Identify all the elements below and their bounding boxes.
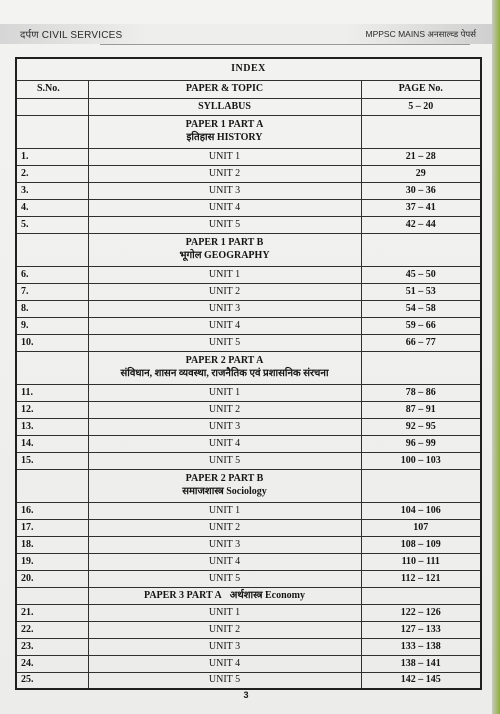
table-row [16, 519, 481, 536]
section-row [16, 587, 481, 604]
section-paper-label: PAPER 2 PART A [185, 355, 264, 366]
row-topic: UNIT 4 [88, 655, 361, 672]
table-row [16, 199, 481, 216]
row-sno: 9. [16, 317, 88, 334]
row-topic: UNIT 1 [88, 148, 361, 165]
section-subject-label: अर्थशास्त्र Economy [229, 589, 306, 601]
section-heading [88, 115, 361, 148]
row-sno: 12. [16, 401, 88, 418]
table-row [16, 570, 481, 587]
row-sno: 18. [16, 536, 88, 553]
section-paper-label: PAPER 2 PART B [185, 473, 264, 484]
section-paper-label: PAPER 3 PART A [143, 589, 222, 601]
syllabus-pages: 5 – 20 [361, 98, 481, 115]
row-pages: 92 – 95 [361, 418, 481, 435]
section-paper-label: PAPER 1 PART A [185, 119, 264, 130]
section-row [16, 233, 481, 266]
running-header [0, 24, 492, 46]
section-sno [16, 587, 88, 604]
table-row [16, 266, 481, 283]
table-row [16, 672, 481, 689]
row-topic: UNIT 5 [88, 672, 361, 689]
syllabus-sno [16, 98, 88, 115]
table-row [16, 655, 481, 672]
row-topic: UNIT 2 [88, 165, 361, 182]
row-pages: 96 – 99 [361, 435, 481, 452]
row-pages: 112 – 121 [361, 570, 481, 587]
row-topic: UNIT 2 [88, 621, 361, 638]
row-sno: 11. [16, 384, 88, 401]
section-sno [16, 469, 88, 502]
row-sno: 4. [16, 199, 88, 216]
row-pages: 59 – 66 [361, 317, 481, 334]
row-sno: 19. [16, 553, 88, 570]
row-sno: 8. [16, 300, 88, 317]
row-sno: 24. [16, 655, 88, 672]
table-row [16, 435, 481, 452]
syllabus-label: SYLLABUS [88, 98, 361, 115]
section-row [16, 351, 481, 384]
section-pages [361, 115, 481, 148]
header-rule [100, 44, 470, 45]
row-topic: UNIT 4 [88, 199, 361, 216]
row-sno: 3. [16, 182, 88, 199]
section-sno [16, 351, 88, 384]
row-sno: 6. [16, 266, 88, 283]
section-pages [361, 233, 481, 266]
row-pages: 21 – 28 [361, 148, 481, 165]
row-topic: UNIT 4 [88, 435, 361, 452]
row-sno: 17. [16, 519, 88, 536]
row-topic: UNIT 5 [88, 570, 361, 587]
section-heading [88, 233, 361, 266]
table-row [16, 452, 481, 469]
row-pages: 107 [361, 519, 481, 536]
row-pages: 45 – 50 [361, 266, 481, 283]
row-topic: UNIT 5 [88, 216, 361, 233]
row-topic: UNIT 4 [88, 553, 361, 570]
index-title-row [16, 58, 481, 80]
page-edge [492, 0, 500, 714]
row-sno: 16. [16, 502, 88, 519]
column-header-pages: PAGE No. [361, 80, 481, 98]
row-pages: 100 – 103 [361, 452, 481, 469]
row-sno: 2. [16, 165, 88, 182]
row-sno: 22. [16, 621, 88, 638]
table-row [16, 182, 481, 199]
row-pages: 127 – 133 [361, 621, 481, 638]
row-sno: 23. [16, 638, 88, 655]
section-subject-label: इतिहास HISTORY [186, 132, 263, 143]
table-row [16, 216, 481, 233]
row-pages: 87 – 91 [361, 401, 481, 418]
section-heading [88, 469, 361, 502]
row-pages: 78 – 86 [361, 384, 481, 401]
table-row [16, 502, 481, 519]
section-subject-label: संविधान, शासन व्यवस्था, राजनैतिक एवं प्रशासनिक संरचना [120, 368, 329, 379]
section-row [16, 469, 481, 502]
row-topic: UNIT 3 [88, 300, 361, 317]
row-pages: 42 – 44 [361, 216, 481, 233]
column-header-topic: PAPER & TOPIC [88, 80, 361, 98]
row-topic: UNIT 5 [88, 452, 361, 469]
row-topic: UNIT 4 [88, 317, 361, 334]
row-sno: 21. [16, 604, 88, 621]
series-title: MPPSC MAINS अनसाल्व्ड पेपर्स [365, 29, 476, 39]
section-sno [16, 233, 88, 266]
row-topic: UNIT 2 [88, 283, 361, 300]
table-row [16, 384, 481, 401]
table-row [16, 165, 481, 182]
row-sno: 13. [16, 418, 88, 435]
row-pages: 66 – 77 [361, 334, 481, 351]
row-topic: UNIT 5 [88, 334, 361, 351]
table-row [16, 604, 481, 621]
table-row [16, 401, 481, 418]
row-sno: 15. [16, 452, 88, 469]
row-pages: 54 – 58 [361, 300, 481, 317]
section-subject-label: भूगोल GEOGRAPHY [179, 250, 270, 261]
row-topic: UNIT 3 [88, 182, 361, 199]
row-topic: UNIT 2 [88, 519, 361, 536]
table-row [16, 148, 481, 165]
index-title: INDEX [16, 58, 481, 80]
index-table [15, 57, 482, 690]
section-pages [361, 469, 481, 502]
section-heading [88, 587, 361, 604]
table-row [16, 638, 481, 655]
section-heading [88, 351, 361, 384]
column-header-sno: S.No. [16, 80, 88, 98]
row-pages: 138 – 141 [361, 655, 481, 672]
row-topic: UNIT 2 [88, 401, 361, 418]
row-sno: 1. [16, 148, 88, 165]
row-sno: 7. [16, 283, 88, 300]
row-pages: 37 – 41 [361, 199, 481, 216]
row-pages: 108 – 109 [361, 536, 481, 553]
table-row [16, 621, 481, 638]
row-pages: 30 – 36 [361, 182, 481, 199]
row-pages: 51 – 53 [361, 283, 481, 300]
row-topic: UNIT 1 [88, 384, 361, 401]
table-row [16, 300, 481, 317]
row-sno: 14. [16, 435, 88, 452]
table-row [16, 418, 481, 435]
syllabus-row [16, 98, 481, 115]
row-topic: UNIT 1 [88, 604, 361, 621]
row-sno: 10. [16, 334, 88, 351]
page-number: 3 [243, 690, 249, 700]
section-pages [361, 351, 481, 384]
row-pages: 142 – 145 [361, 672, 481, 689]
row-topic: UNIT 3 [88, 638, 361, 655]
section-row [16, 115, 481, 148]
row-pages: 104 – 106 [361, 502, 481, 519]
table-row [16, 334, 481, 351]
column-header-row [16, 80, 481, 98]
table-row [16, 317, 481, 334]
table-row [16, 536, 481, 553]
row-pages: 110 – 111 [361, 553, 481, 570]
section-subject-label: समाजशास्त्र Sociology [182, 486, 267, 497]
row-pages: 122 – 126 [361, 604, 481, 621]
row-pages: 133 – 138 [361, 638, 481, 655]
section-sno [16, 115, 88, 148]
table-row [16, 283, 481, 300]
row-sno: 20. [16, 570, 88, 587]
row-topic: UNIT 3 [88, 418, 361, 435]
table-row [16, 553, 481, 570]
row-topic: UNIT 1 [88, 502, 361, 519]
row-sno: 5. [16, 216, 88, 233]
row-sno: 25. [16, 672, 88, 689]
brand-name: दर्पण CIVIL SERVICES [20, 30, 123, 41]
row-pages: 29 [361, 165, 481, 182]
section-pages [361, 587, 481, 604]
section-paper-label: PAPER 1 PART B [185, 237, 264, 248]
row-topic: UNIT 1 [88, 266, 361, 283]
row-topic: UNIT 3 [88, 536, 361, 553]
